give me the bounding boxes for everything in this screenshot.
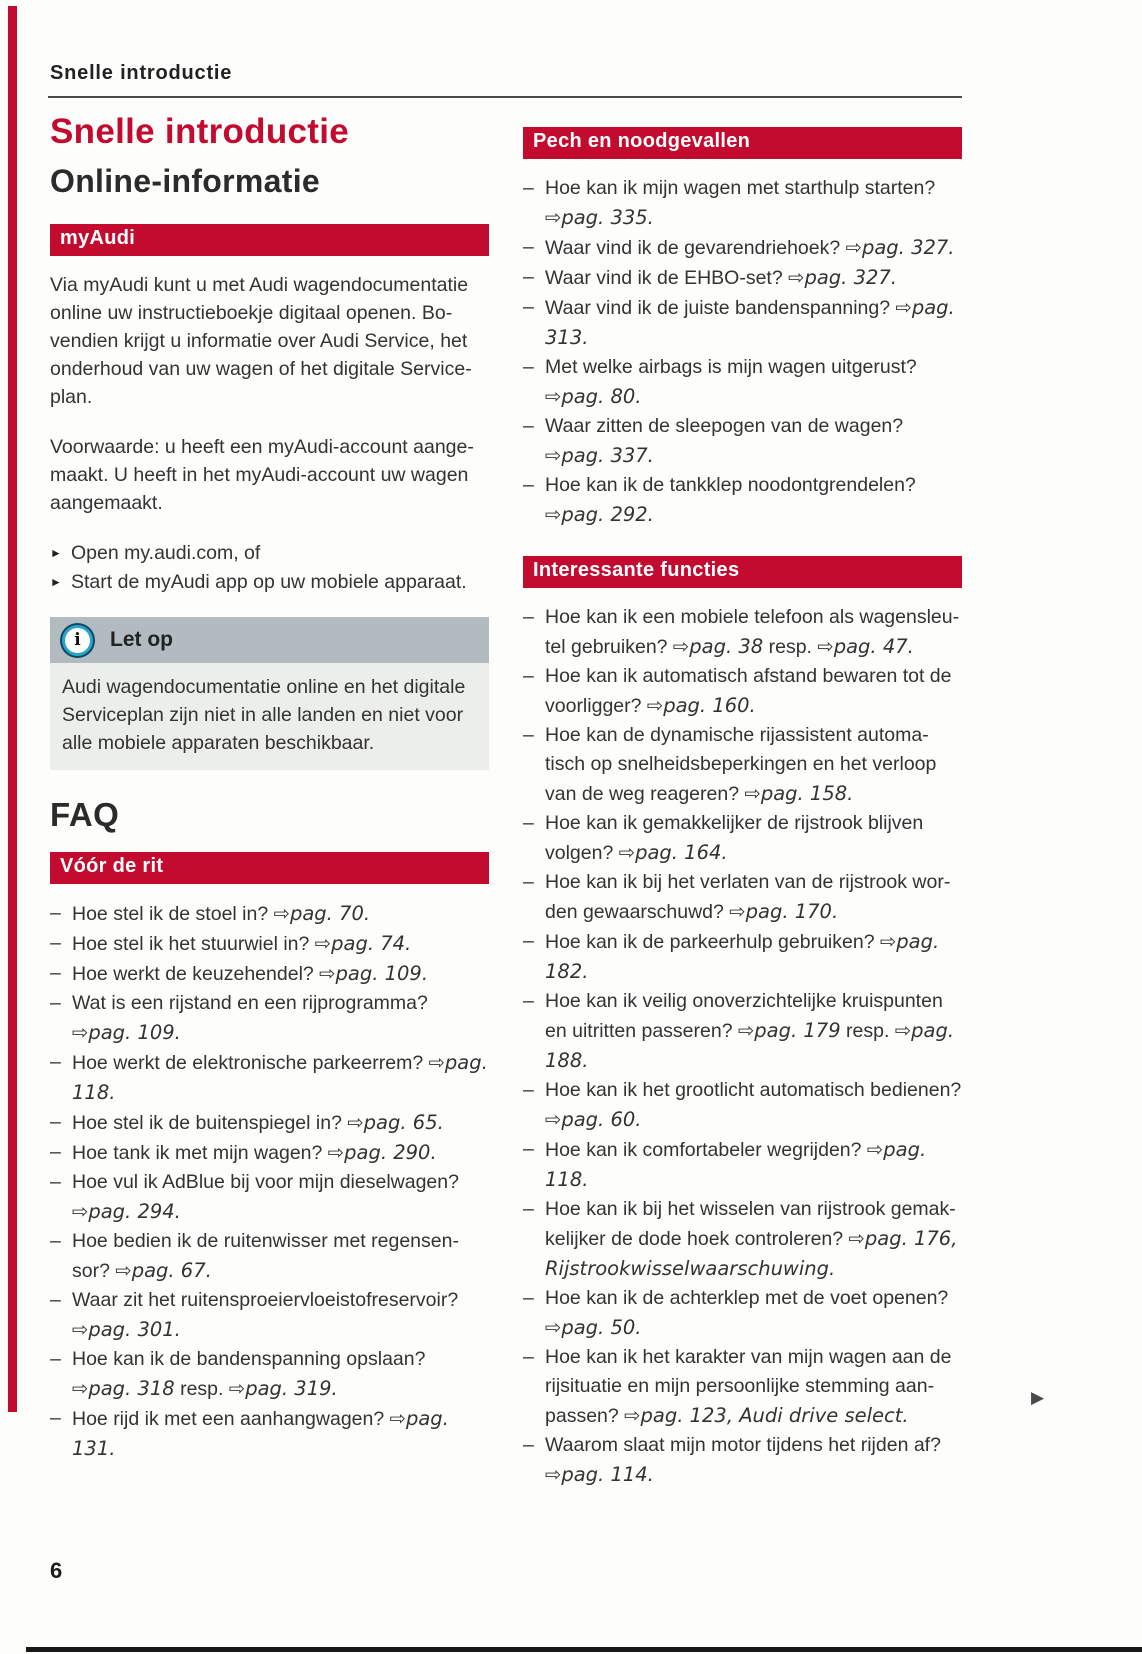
faq-list-interessante-functies bbox=[523, 603, 962, 1490]
dash-marker: – bbox=[50, 932, 61, 954]
dash-marker: – bbox=[523, 990, 534, 1012]
dash-marker: – bbox=[523, 474, 534, 496]
page-reference: ⇨pag. 118. bbox=[545, 1138, 927, 1191]
question-text: Hoe kan ik mijn wagen met starthulp starten? bbox=[545, 177, 936, 199]
left-column bbox=[50, 110, 489, 1516]
faq-item bbox=[523, 471, 962, 530]
faq-item bbox=[523, 809, 962, 868]
dash-marker: – bbox=[523, 1346, 534, 1368]
banner-voor-de-rit: Vóór de rit bbox=[50, 852, 489, 884]
question-text: resp. bbox=[763, 636, 818, 658]
page-reference: ⇨pag. 179 bbox=[737, 1019, 841, 1042]
question-text: Hoe vul ik AdBlue bij voor mijn dieselwagen? bbox=[72, 1171, 459, 1193]
question-text: Hoe stel ik de buitenspiegel in? bbox=[72, 1112, 348, 1134]
question-text: Hoe kan ik gemakkelijker de rijstrook blijven volgen? bbox=[545, 812, 924, 864]
faq-item bbox=[50, 1048, 489, 1108]
question-text: Met welke airbags is mijn wagen uitgerust? bbox=[545, 356, 917, 378]
note-header bbox=[50, 617, 489, 663]
triangle-bullet-icon: ► bbox=[50, 546, 62, 560]
dash-marker: – bbox=[523, 930, 534, 952]
dash-marker: – bbox=[50, 1141, 61, 1163]
question-text: Hoe kan de dynamische rijassistent automatisch op snelheidsbeperkingen en het verloop van de weg reageren? bbox=[545, 724, 937, 805]
note-box bbox=[50, 617, 489, 770]
faq-item bbox=[523, 233, 962, 263]
page-reference: ⇨pag. 313. bbox=[545, 296, 955, 349]
page-reference: ⇨pag. 170. bbox=[729, 900, 839, 923]
question-text: Hoe werkt de elektronische parkeerrem? bbox=[72, 1052, 429, 1074]
faq-item bbox=[50, 1108, 489, 1138]
faq-item bbox=[523, 927, 962, 987]
question-text: Hoe kan ik bij het verlaten van de rijstrook worden gewaarschuwd? bbox=[545, 871, 951, 923]
question-text: Hoe kan ik de achterklep met de voet openen? bbox=[545, 1287, 949, 1309]
page-reference: ⇨pag. 335. bbox=[545, 206, 654, 229]
faq-heading: FAQ bbox=[50, 796, 120, 833]
faq-item bbox=[50, 1404, 489, 1464]
page-reference: ⇨pag. 38 bbox=[672, 635, 764, 658]
question-text: Hoe rijd ik met een aanhangwagen? bbox=[72, 1408, 390, 1430]
faq-item bbox=[523, 721, 962, 809]
banner-pech-en-noodgevallen: Pech en noodgevallen bbox=[523, 127, 962, 159]
banner-myaudi: myAudi bbox=[50, 224, 489, 256]
question-text: Hoe tank ik met mijn wagen? bbox=[72, 1142, 328, 1164]
dash-marker: – bbox=[50, 992, 61, 1014]
faq-item bbox=[523, 174, 962, 233]
page-reference: ⇨pag. 158. bbox=[744, 782, 854, 805]
page-reference: ⇨pag. 123, Audi drive select. bbox=[624, 1404, 909, 1427]
faq-item bbox=[50, 1138, 489, 1168]
faq-item bbox=[523, 662, 962, 721]
question-text: Hoe kan ik automatisch afstand bewaren tot de voorligger? bbox=[545, 665, 952, 717]
section-title: Online-informatie bbox=[50, 163, 321, 199]
faq-item bbox=[523, 263, 962, 293]
page-reference: ⇨pag. 292. bbox=[545, 503, 654, 526]
faq-item bbox=[523, 353, 962, 412]
dash-marker: – bbox=[523, 871, 534, 893]
action-bullet-list bbox=[50, 539, 489, 597]
faq-item bbox=[523, 868, 962, 927]
faq-item bbox=[50, 1227, 489, 1286]
dash-marker: – bbox=[523, 266, 534, 288]
dash-marker: – bbox=[50, 1407, 61, 1429]
question-text: Hoe kan ik de tankklep noodontgrendelen? bbox=[545, 474, 916, 496]
question-text: Waar zitten de sleepogen van de wagen? bbox=[545, 415, 904, 437]
dash-marker: – bbox=[50, 1111, 61, 1133]
question-text: resp. bbox=[840, 1020, 895, 1042]
question-text: Hoe kan ik de bandenspanning opslaan? bbox=[72, 1348, 426, 1370]
note-body: Audi wagendocumentatie online en het digitale Serviceplan zijn niet in alle landen en niet voor alle mobiele apparaten beschikbaar. bbox=[50, 663, 489, 770]
faq-item bbox=[523, 1284, 962, 1343]
question-text: Hoe kan ik bij het wisselen van rijstrook gemakkelijker de dode hoek controleren? bbox=[545, 1198, 956, 1250]
dash-marker: – bbox=[523, 665, 534, 687]
faq-list-pech-en-noodgevallen bbox=[523, 174, 962, 530]
header-rule bbox=[48, 96, 962, 98]
right-column bbox=[523, 127, 962, 1516]
content-columns bbox=[50, 110, 962, 1516]
question-text: Hoe kan ik het karakter van mijn wagen aan de rijsituatie en mijn persoonlijke stemming aanpassen? bbox=[545, 1346, 952, 1427]
page-reference: ⇨pag. 80. bbox=[545, 385, 642, 408]
page-reference: ⇨pag. 109. bbox=[72, 1021, 181, 1044]
dash-marker: – bbox=[523, 236, 534, 258]
faq-item bbox=[50, 1345, 489, 1404]
page-reference: ⇨pag. 294. bbox=[72, 1200, 181, 1223]
question-text: Hoe bedien ik de ruitenwisser met regensensor? bbox=[72, 1230, 459, 1282]
dash-marker: – bbox=[523, 724, 534, 746]
page-reference: ⇨pag. 109. bbox=[319, 962, 429, 985]
section-edge-bar bbox=[8, 6, 17, 1412]
dash-marker: – bbox=[50, 902, 61, 924]
question-text: Waar vind ik de EHBO-set? bbox=[545, 267, 789, 289]
dash-marker: – bbox=[50, 1289, 61, 1311]
dash-marker: – bbox=[523, 356, 534, 378]
page-number: 6 bbox=[50, 1558, 63, 1583]
running-header: Snelle introductie bbox=[50, 62, 233, 84]
faq-item bbox=[523, 1431, 962, 1490]
page-title: Snelle introductie bbox=[50, 112, 350, 151]
page-reference: ⇨pag. 50. bbox=[545, 1316, 642, 1339]
dash-marker: – bbox=[523, 177, 534, 199]
faq-item bbox=[50, 959, 489, 989]
bullet-text: Start de myAudi app op uw mobiele apparaat. bbox=[71, 571, 467, 593]
faq-item bbox=[50, 1286, 489, 1345]
question-text: Hoe kan ik veilig onoverzichtelijke kruispunten en uitritten passeren? bbox=[545, 990, 943, 1042]
dash-marker: – bbox=[50, 962, 61, 984]
page-reference: ⇨pag. 327. bbox=[845, 236, 955, 259]
page-reference: ⇨pag. 327. bbox=[788, 266, 897, 289]
question-text: Waar vind ik de juiste bandenspanning? bbox=[545, 297, 896, 319]
page-reference: ⇨pag. 182. bbox=[545, 930, 940, 983]
bullet-item-start-app bbox=[50, 568, 489, 597]
faq-item bbox=[50, 899, 489, 929]
dash-marker: – bbox=[523, 1079, 534, 1101]
question-text: Hoe stel ik het stuurwiel in? bbox=[72, 933, 315, 955]
page-reference: ⇨pag. 114. bbox=[545, 1463, 654, 1486]
faq-item bbox=[523, 1076, 962, 1135]
page-reference: ⇨pag. 164. bbox=[618, 841, 728, 864]
page-reference: ⇨pag. 74. bbox=[314, 932, 412, 955]
page-reference: ⇨pag. 319. bbox=[228, 1377, 338, 1400]
dash-marker: – bbox=[523, 1198, 534, 1220]
dash-marker: – bbox=[523, 1287, 534, 1309]
page-reference: ⇨pag. 70. bbox=[273, 902, 371, 925]
dash-marker: – bbox=[50, 1230, 61, 1252]
triangle-bullet-icon: ► bbox=[50, 575, 62, 589]
dash-marker: – bbox=[523, 1434, 534, 1456]
page-reference: ⇨pag. 188. bbox=[545, 1019, 955, 1072]
faq-item bbox=[523, 1343, 962, 1431]
faq-item bbox=[50, 989, 489, 1048]
scan-edge-line bbox=[26, 1647, 1142, 1652]
note-title: Let op bbox=[110, 628, 173, 651]
page-reference: ⇨pag. 60. bbox=[545, 1108, 642, 1131]
bullet-item-open-myaudi bbox=[50, 539, 489, 568]
question-text: Hoe kan ik een mobiele telefoon als wagensleutel gebruiken? bbox=[545, 606, 960, 658]
faq-item bbox=[523, 1135, 962, 1195]
question-text: Hoe kan ik comfortabeler wegrijden? bbox=[545, 1139, 867, 1161]
faq-item bbox=[523, 603, 962, 662]
page-reference: ⇨pag. 67. bbox=[115, 1259, 212, 1282]
question-text: Hoe kan ik de parkeerhulp gebruiken? bbox=[545, 931, 880, 953]
question-text: Wat is een rijstand en een rijprogramma? bbox=[72, 992, 428, 1014]
faq-item bbox=[50, 1168, 489, 1227]
dash-marker: – bbox=[523, 415, 534, 437]
faq-item bbox=[523, 412, 962, 471]
question-text: Hoe kan ik het grootlicht automatisch bedienen? bbox=[545, 1079, 962, 1101]
question-text: Hoe werkt de keuzehendel? bbox=[72, 963, 320, 985]
question-text: Waar vind ik de gevarendriehoek? bbox=[545, 237, 846, 259]
bullet-text: Open my.audi.com, of bbox=[71, 542, 261, 564]
page-reference: ⇨pag. 131. bbox=[72, 1407, 449, 1460]
page-reference: ⇨pag. 160. bbox=[646, 694, 756, 717]
dash-marker: – bbox=[50, 1171, 61, 1193]
page-reference: ⇨pag. 318 bbox=[72, 1377, 175, 1400]
question-text: resp. bbox=[174, 1378, 229, 1400]
info-icon: i bbox=[62, 625, 93, 656]
question-text: Hoe stel ik de stoel in? bbox=[72, 903, 274, 925]
faq-list-voor-de-rit bbox=[50, 899, 489, 1464]
paragraph-myaudi-info: Via myAudi kunt u met Audi wagendocumentatie online uw instructieboekje digitaal openen. Bovendien krijgt u informatie over Audi Service, het onderhoud van uw wagen of het digitale Serviceplan. bbox=[50, 274, 472, 408]
page-reference: ⇨pag. 301. bbox=[72, 1318, 181, 1341]
page-reference: ⇨pag. 337. bbox=[545, 444, 654, 467]
question-text: Waar zit het ruitensproeiervloeistofreservoir? bbox=[72, 1289, 459, 1311]
page-reference: ⇨pag. 118. bbox=[72, 1051, 488, 1104]
page-reference: ⇨pag. 65. bbox=[347, 1111, 444, 1134]
banner-interessante-functies: Interessante functies bbox=[523, 556, 962, 588]
page-reference: ⇨pag. 47. bbox=[817, 635, 914, 658]
faq-item bbox=[523, 1195, 962, 1284]
dash-marker: – bbox=[523, 1138, 534, 1160]
dash-marker: – bbox=[50, 1051, 61, 1073]
dash-marker: – bbox=[523, 812, 534, 834]
page-reference: ⇨pag. 176, Rijstrookwisselwaarschuwing. bbox=[545, 1227, 958, 1280]
question-text: Waarom slaat mijn motor tijdens het rijden af? bbox=[545, 1434, 941, 1456]
dash-marker: – bbox=[523, 296, 534, 318]
dash-marker: – bbox=[523, 606, 534, 628]
continuation-arrow-icon: ▶ bbox=[1031, 1388, 1045, 1407]
faq-item bbox=[523, 293, 962, 353]
page-reference: ⇨pag. 290. bbox=[327, 1141, 437, 1164]
faq-item bbox=[50, 929, 489, 959]
dash-marker: – bbox=[50, 1348, 61, 1370]
paragraph-voorwaarde: Voorwaarde: u heeft een myAudi-account aangemaakt. U heeft in het myAudi-account uw wagen aangemaakt. bbox=[50, 436, 474, 514]
faq-item bbox=[523, 987, 962, 1076]
